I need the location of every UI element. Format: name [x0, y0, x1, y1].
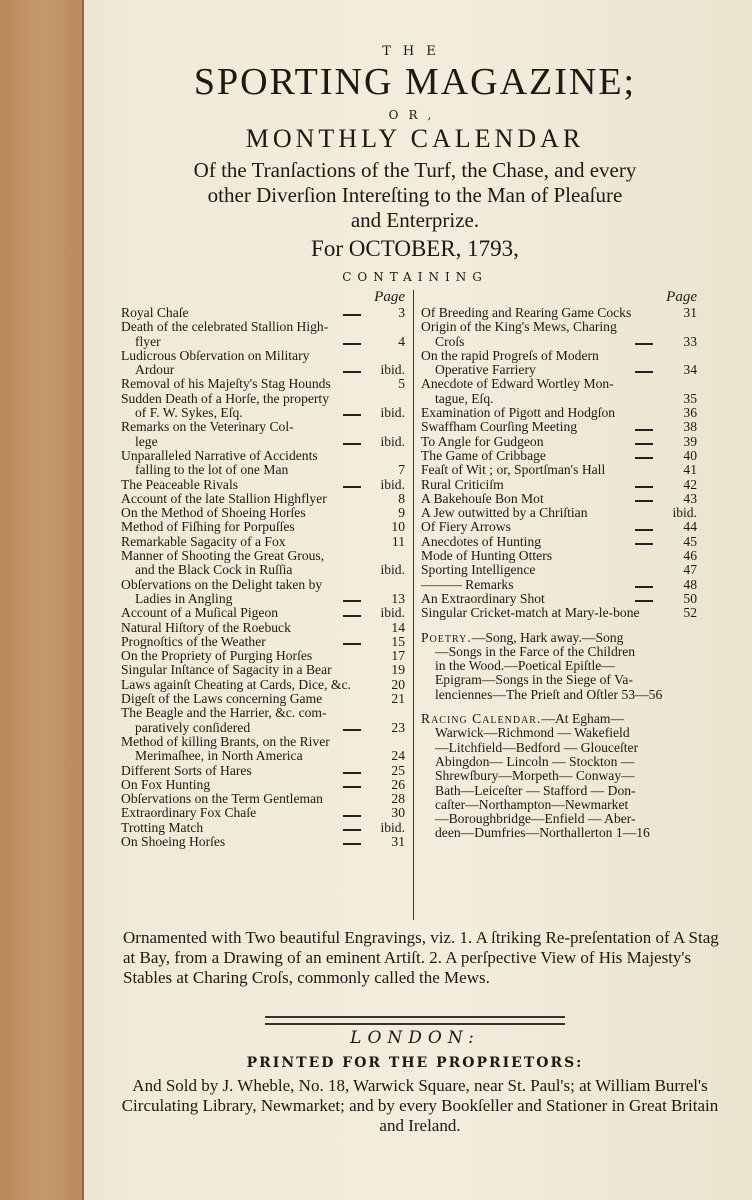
entry-title: The Peaceable Rivals	[121, 476, 239, 492]
poetry-section	[421, 631, 697, 702]
contents-entry	[421, 392, 697, 406]
contents-entry	[421, 520, 697, 534]
entry-page-number: ibid.	[380, 819, 405, 835]
imprint-sold-by: And Sold by J. Wheble, No. 18, Warwick Square, near St. Paul's; at William Burrel's Circulating Library, Newmarket; and by every Bookſeller and Stationer in Great Britain and Ireland.	[121, 1076, 719, 1135]
contents-entry	[121, 435, 405, 449]
magazine-title: SPORTING MAGAZINE;	[193, 61, 637, 103]
entry-title: Death of the celebrated Stallion High-	[121, 319, 329, 335]
entry-page-number: 52	[683, 605, 697, 621]
contents-entry	[121, 735, 405, 749]
contents-entry	[421, 449, 697, 463]
entry-title: Feaſt of Wit ; or, Sportſman's Hall	[421, 462, 606, 478]
imprint-city: LONDON:	[350, 1028, 480, 1048]
entry-title: Remarkable Sagacity of a Fox	[121, 533, 286, 549]
contents-entry	[121, 692, 405, 706]
entry-title: Extraordinary Fox Chaſe	[121, 805, 257, 821]
racing-label: Racing Calendar.	[421, 711, 542, 727]
entry-page-number: 25	[391, 762, 405, 778]
entry-page-number: 19	[391, 662, 405, 678]
entry-title: lege	[135, 433, 158, 449]
entry-title: Method of Fiſhing for Porpuſſes	[121, 519, 295, 535]
contents-entry	[421, 406, 697, 420]
contents-entry	[421, 349, 697, 363]
entry-page-number: 39	[683, 433, 697, 449]
contents-entry	[121, 721, 405, 735]
entry-title: The Beagle and the Harrier, &c. com-	[121, 705, 327, 721]
contents-entry	[421, 463, 697, 477]
subtitle	[95, 158, 735, 233]
contents-entry	[421, 420, 697, 434]
leader-dash	[635, 429, 653, 431]
entry-title: On the rapid Progreſs of Modern	[421, 347, 599, 363]
entry-page-number: 7	[398, 462, 405, 478]
contents-entry	[421, 492, 697, 506]
contents-entry	[121, 535, 405, 549]
contents-list-right	[421, 306, 697, 621]
contents-entry	[421, 377, 697, 391]
entry-page-number: 23	[391, 719, 405, 735]
entry-page-number: ibid.	[380, 405, 405, 421]
entry-title: Merimaſhee, in North America	[135, 748, 303, 764]
poetry-label: Poetry.	[421, 629, 472, 645]
contents-entry	[421, 592, 697, 606]
entry-page-number: 45	[683, 533, 697, 549]
entry-page-number: ibid.	[380, 605, 405, 621]
leader-dash	[635, 457, 653, 459]
entry-page-number: ibid.	[672, 505, 697, 521]
entry-title: of F. W. Sykes, Eſq.	[135, 405, 243, 421]
contents-entry	[421, 320, 697, 334]
entry-title: Ludicrous Obſervation on Military	[121, 347, 310, 363]
entry-title: Account of a Muſical Pigeon	[121, 605, 279, 621]
contents-entry	[121, 320, 405, 334]
leader-dash	[635, 343, 653, 345]
poetry-line: —Songs in the Farce of the Children	[435, 643, 636, 659]
entry-title: To Angle for Gudgeon	[421, 433, 544, 449]
entry-title: Origin of the King's Mews, Charing	[421, 319, 617, 335]
entry-title: Examination of Pigott and Hodgſon	[421, 405, 616, 421]
entry-title: Method of killing Brants, on the River	[121, 733, 330, 749]
contents-entry	[121, 806, 405, 820]
imprint-printed: PRINTED FOR THE PROPRIETORS:	[246, 1055, 584, 1071]
poetry-line: lenciennes—The Prieſt and Oſtler 53—56	[435, 686, 663, 702]
entry-page-number: 34	[683, 362, 697, 378]
contents-entry	[121, 549, 405, 563]
leader-dash	[635, 486, 653, 488]
entry-title: Remarks on the Veterinary Col-	[121, 419, 294, 435]
entry-page-number: ibid.	[380, 433, 405, 449]
entry-title: flyer	[135, 333, 161, 349]
entry-page-number: 9	[398, 505, 405, 521]
contents-entry	[421, 335, 697, 349]
contents-right-column	[421, 290, 697, 841]
entry-title: Digeſt of the Laws concerning Game	[121, 691, 323, 707]
racing-line: Shrewſbury—Morpeth— Conway—	[435, 768, 635, 784]
entry-page-number: 48	[683, 576, 697, 592]
entry-title: Of Breeding and Rearing Game Cocks	[421, 305, 632, 320]
entry-title: Of Fiery Arrows	[421, 519, 511, 535]
entry-title: Different Sorts of Hares	[121, 762, 252, 778]
entry-title: A Jew outwitted by a Chriſtian	[421, 505, 588, 521]
contents-left-column	[121, 290, 405, 849]
racing-line: —Litchfield—Bedford — Glouceſter	[435, 739, 639, 755]
racing-calendar-section	[421, 712, 697, 841]
entry-title: Croſs	[435, 333, 465, 349]
page-column-label: Page	[666, 289, 697, 305]
contents-entry	[121, 592, 405, 606]
contents-entry	[121, 706, 405, 720]
contents-entry	[121, 463, 405, 477]
contents-entry	[421, 435, 697, 449]
racing-line: Bath—Leiceſter — Stafford — Don-	[435, 782, 636, 798]
ornamental-rule	[265, 1016, 565, 1025]
subtitle-line: Of the Tranſactions of the Turf, the Chase, and every	[193, 158, 637, 182]
leader-dash	[343, 643, 361, 645]
entry-title: Singular Cricket-match at Mary-le-bone	[421, 605, 640, 621]
contents-entry	[121, 492, 405, 506]
entry-title: Manner of Shooting the Great Grous,	[121, 548, 325, 564]
entry-title: Account of the late Stallion Highflyer	[121, 490, 327, 506]
title-page	[95, 0, 735, 1200]
leader-dash	[343, 843, 361, 845]
title-article: THE	[382, 44, 448, 59]
entry-title: An Extraordinary Shot	[421, 590, 545, 606]
entry-page-number: 14	[391, 619, 405, 635]
contents-entry	[121, 649, 405, 663]
leader-dash	[343, 815, 361, 817]
entry-page-number: ibid.	[380, 562, 405, 578]
contents-entry	[121, 349, 405, 363]
entry-title: Mode of Hunting Otters	[421, 548, 553, 564]
entry-title: On Shoeing Horſes	[121, 833, 226, 849]
leader-dash	[343, 486, 361, 488]
contents-entry	[121, 764, 405, 778]
entry-page-number: 46	[683, 548, 697, 564]
entry-page-number: 33	[683, 333, 697, 349]
contents-entry	[121, 506, 405, 520]
subtitle-line: and Enterprize.	[350, 208, 480, 232]
issue-month: For OCTOBER, 1793,	[311, 236, 519, 261]
contents-entry	[121, 778, 405, 792]
leader-dash	[343, 600, 361, 602]
entry-page-number: 3	[398, 305, 405, 320]
contents-entry	[121, 635, 405, 649]
leader-dash	[635, 371, 653, 373]
column-divider	[413, 290, 414, 920]
leader-dash	[343, 829, 361, 831]
leader-dash	[343, 371, 361, 373]
contents-entry	[421, 563, 697, 577]
entry-title: Sudden Death of a Horſe, the property	[121, 390, 329, 406]
poetry-line: Epigram—Songs in the Siege of Va-	[435, 672, 633, 688]
leader-dash	[343, 414, 361, 416]
entry-page-number: 8	[398, 490, 405, 506]
entry-title: On the Method of Shoeing Horſes	[121, 505, 306, 521]
contents-entry	[121, 835, 405, 849]
binding-spine	[0, 0, 84, 1200]
racing-line: —At Egham—	[541, 711, 625, 727]
entry-title: Rural Criticiſm	[421, 476, 504, 492]
entry-page-number: 31	[683, 305, 697, 320]
entry-title: Sporting Intelligence	[421, 562, 536, 578]
entry-page-number: 30	[391, 805, 405, 821]
entry-title: Ladies in Angling	[135, 590, 233, 606]
entry-page-number: 38	[683, 419, 697, 435]
contents-entry	[121, 663, 405, 677]
contents-entry	[121, 563, 405, 577]
leader-dash	[635, 600, 653, 602]
contents-entry	[421, 578, 697, 592]
entry-title: Ardour	[135, 362, 175, 378]
entry-title: Trotting Match	[121, 819, 204, 835]
entry-page-number: 28	[391, 791, 405, 807]
entry-title: On Fox Hunting	[121, 776, 211, 792]
racing-line: —Boroughbridge—Enfield — Aber-	[435, 811, 636, 827]
entry-page-number: 43	[683, 490, 697, 506]
contents-entry	[421, 363, 697, 377]
entry-page-number: 4	[398, 333, 405, 349]
contents-entry	[121, 821, 405, 835]
entry-page-number: 10	[391, 519, 405, 535]
contents-entry	[421, 306, 697, 320]
entry-title: Unparalleled Narrative of Accidents	[121, 447, 318, 463]
entry-page-number: 50	[683, 590, 697, 606]
contents-entry	[121, 520, 405, 534]
contents-entry	[121, 363, 405, 377]
entry-page-number: 36	[683, 405, 697, 421]
leader-dash	[343, 729, 361, 731]
entry-title: Removal of his Majeſty's Stag Hounds	[121, 376, 331, 392]
poetry-line: —Song, Hark away.—Song	[471, 629, 624, 645]
entry-title: Obſervations on the Term Gentleman	[121, 791, 323, 807]
entry-title: and the Black Cock in Ruſſia	[135, 562, 293, 578]
contents-entry	[121, 478, 405, 492]
contents-entry	[421, 549, 697, 563]
contents-entry	[121, 578, 405, 592]
ornamented-note: Ornamented with Two beautiful Engravings, viz. 1. A ſtriking Re-preſentation of A Stag at Bay, from a Drawing of an eminent Artiſt. 2. A perſpective View of His Majesty's Stables at Charing Croſs, commonly called the Mews.	[123, 928, 719, 987]
entry-title: Anecdote of Edward Wortley Mon-	[421, 376, 614, 392]
page-column-label: Page	[374, 289, 405, 305]
contents-entry	[121, 392, 405, 406]
racing-line: Warwick—Richmond — Wakefield	[435, 725, 630, 741]
contents-entry	[121, 792, 405, 806]
title-or: OR,	[388, 108, 442, 122]
entry-title: A Bakehouſe Bon Mot	[421, 490, 544, 506]
leader-dash	[635, 543, 653, 545]
entry-title: Royal Chaſe	[121, 305, 189, 320]
poetry-line: in the Wood.—Poetical Epiſtle—	[435, 658, 615, 674]
contents-entry	[121, 678, 405, 692]
subtitle-line: other Diverſion Intereſting to the Man of Pleaſure	[207, 183, 623, 207]
entry-page-number: ibid.	[380, 476, 405, 492]
entry-page-number: 13	[391, 590, 405, 606]
entry-page-number: 42	[683, 476, 697, 492]
leader-dash	[635, 443, 653, 445]
contents-entry	[121, 449, 405, 463]
entry-title: Laws againſt Cheating at Cards, Dice, &c.	[121, 676, 351, 692]
leader-dash	[635, 500, 653, 502]
contents-list-left	[121, 306, 405, 849]
entry-title: On the Propriety of Purging Horſes	[121, 648, 313, 664]
contents-entry	[421, 606, 697, 620]
entry-title: Anecdotes of Hunting	[421, 533, 542, 549]
entry-title: Obſervations on the Delight taken by	[121, 576, 323, 592]
racing-line: Abingdon— Lincoln — Stockton —	[435, 753, 635, 769]
entry-title: Prognoſtics of the Weather	[121, 633, 266, 649]
entry-title: ——— Remarks	[421, 576, 514, 592]
contents-entry	[121, 406, 405, 420]
entry-page-number: 26	[391, 776, 405, 792]
entry-page-number: 35	[683, 390, 697, 406]
leader-dash	[343, 343, 361, 345]
entry-title: tague, Eſq.	[435, 390, 494, 406]
entry-title: Operative Farriery	[435, 362, 536, 378]
entry-title: paratively conſidered	[135, 719, 251, 735]
contents-entry	[121, 420, 405, 434]
entry-page-number: 41	[683, 462, 697, 478]
contents-entry	[121, 377, 405, 391]
entry-page-number: 47	[683, 562, 697, 578]
entry-page-number: 20	[391, 676, 405, 692]
contents-entry	[121, 306, 405, 320]
entry-page-number: 31	[391, 833, 405, 849]
entry-page-number: 44	[683, 519, 697, 535]
leader-dash	[343, 443, 361, 445]
entry-page-number: 21	[391, 691, 405, 707]
contents-entry	[121, 335, 405, 349]
containing-label: CONTAINING	[342, 270, 488, 284]
entry-title: Singular Inſtance of Sagacity in a Bear	[121, 662, 332, 678]
leader-dash	[343, 772, 361, 774]
leader-dash	[343, 615, 361, 617]
contents-entry	[421, 478, 697, 492]
contents-entry	[421, 506, 697, 520]
contents-entry	[121, 621, 405, 635]
entry-title: Natural Hiſtory of the Roebuck	[121, 619, 291, 635]
entry-page-number: 11	[391, 533, 405, 549]
leader-dash	[635, 586, 653, 588]
entry-page-number: ibid.	[380, 362, 405, 378]
entry-title: Swaffham Courſing Meeting	[421, 419, 578, 435]
entry-page-number: 5	[398, 376, 405, 392]
racing-line: caſter—Northampton—Newmarket	[435, 796, 629, 812]
leader-dash	[343, 314, 361, 316]
entry-page-number: 17	[391, 648, 405, 664]
entry-title: The Game of Cribbage	[421, 447, 546, 463]
entry-page-number: 40	[683, 447, 697, 463]
entry-page-number: 24	[391, 748, 405, 764]
leader-dash	[635, 529, 653, 531]
contents-entry	[121, 606, 405, 620]
entry-page-number: 15	[391, 633, 405, 649]
contents-entry	[421, 535, 697, 549]
entry-title: falling to the lot of one Man	[135, 462, 289, 478]
calendar-heading: MONTHLY CALENDAR	[245, 124, 585, 153]
contents-entry	[121, 749, 405, 763]
leader-dash	[343, 786, 361, 788]
racing-line: deen—Dumfries—Northallerton 1—16	[435, 825, 650, 841]
